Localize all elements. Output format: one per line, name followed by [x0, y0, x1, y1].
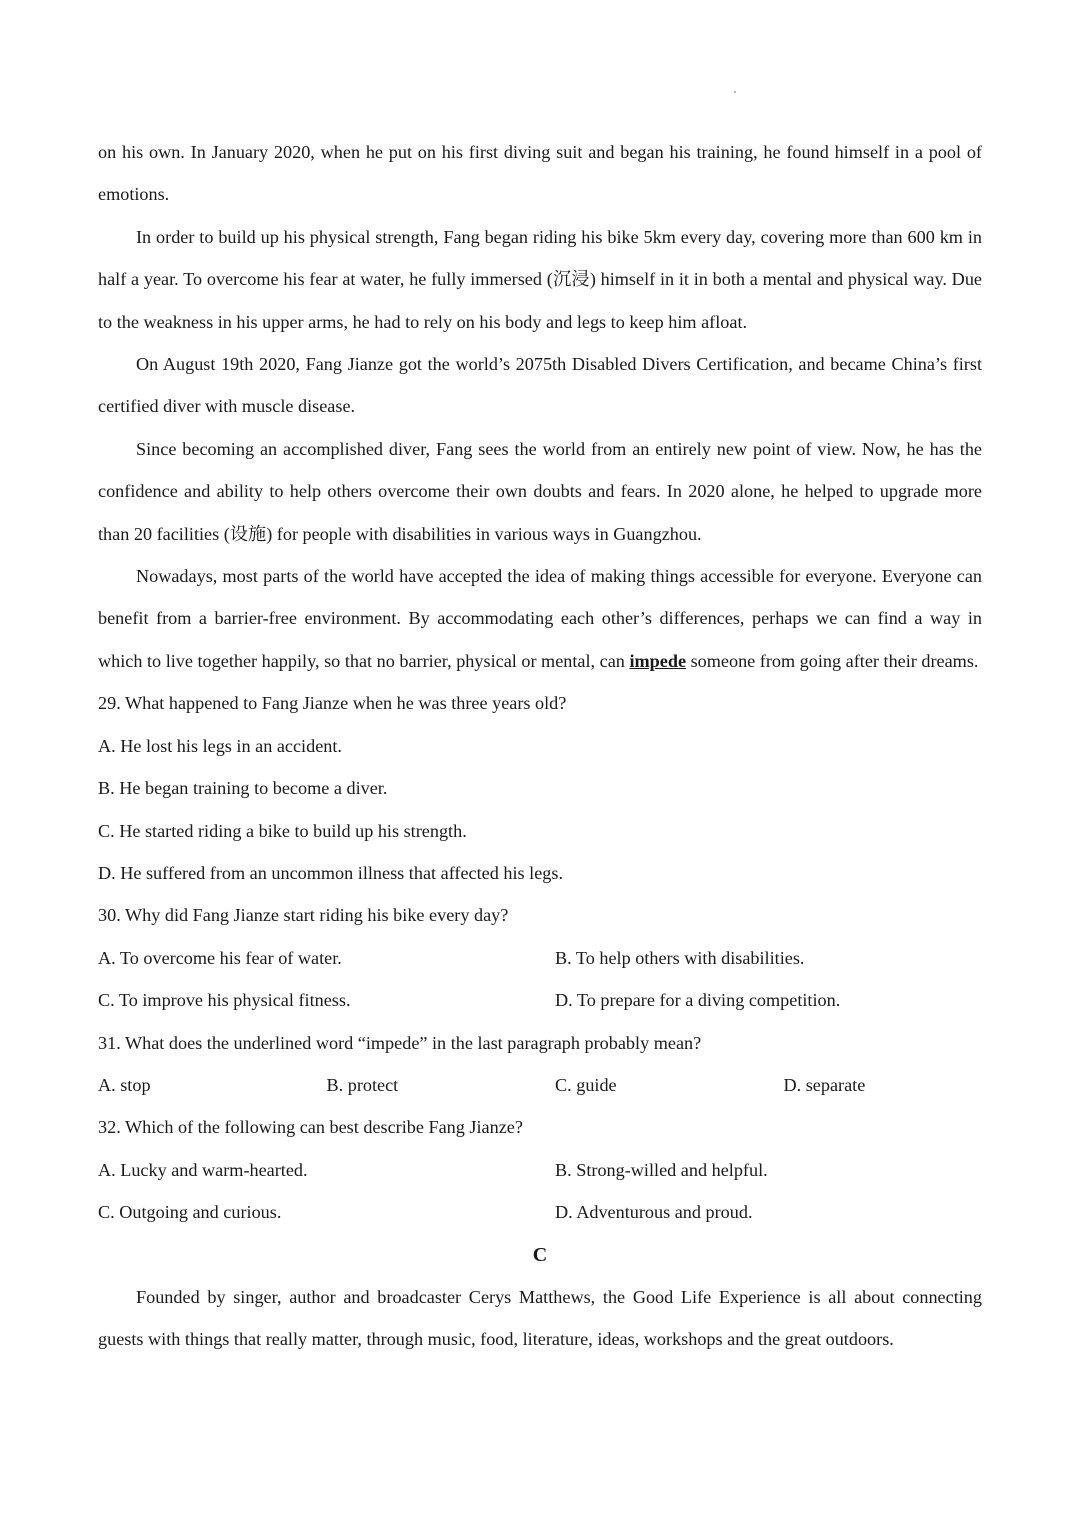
question-30-option-a: A. To overcome his fear of water.	[98, 947, 342, 968]
passage-paragraph-2: In order to build up his physical strength, Fang began riding his bike 5km every day, covering more than 600 km in half a year. To overcome his fear at water, he fully immersed (沉浸) himself in it in both a mental and physical way. Due to the weakness in his upper arms, he had to rely on his body and legs to keep him afloat.	[98, 226, 982, 332]
question-32-stem: 32. Which of the following can best describe Fang Jianze?	[98, 1117, 523, 1138]
passage-paragraph-5	[98, 555, 982, 682]
question-30-options-row-2	[98, 979, 982, 1021]
question-29-option-a: A. He lost his legs in an accident.	[98, 735, 342, 756]
question-29-option-c: C. He started riding a bike to build up his strength.	[98, 820, 467, 841]
question-31-option-a: A. stop	[98, 1074, 151, 1095]
question-30-option-b: B. To help others with disabilities.	[555, 947, 805, 968]
question-29-stem: 29. What happened to Fang Jianze when he was three years old?	[98, 693, 567, 714]
question-32-option-c: C. Outgoing and curious.	[98, 1202, 282, 1223]
section-c-paragraph-1: Founded by singer, author and broadcaster Cerys Matthews, the Good Life Experience is all about connecting guests with things that really matter, through music, food, literature, ideas, workshops and the great outdoors.	[98, 1286, 982, 1350]
question-30-stem: 30. Why did Fang Jianze start riding his bike every day?	[98, 905, 509, 926]
section-c-title: C	[532, 1243, 548, 1266]
underlined-word-impede: impede	[629, 650, 687, 671]
question-32-option-a: A. Lucky and warm-hearted.	[98, 1159, 308, 1180]
question-29-option-d: D. He suffered from an uncommon illness that affected his legs.	[98, 862, 564, 883]
question-31-option-d: D. separate	[783, 1074, 866, 1095]
question-31-option-b: B. protect	[326, 1074, 399, 1095]
paragraph-5-text-after: someone from going after their dreams.	[686, 650, 979, 671]
passage-paragraph-4: Since becoming an accomplished diver, Fang sees the world from an entirely new point of view. Now, he has the confidence and ability to help others overcome their own doubts and fears. In 2020 alone, he helped to upgrade more than 20 facilities (设施) for people with disabilities in various ways in Guangzhou.	[98, 438, 982, 544]
passage-paragraph-1: on his own. In January 2020, when he put on his first diving suit and began his training, he found himself in a pool of emotions.	[98, 142, 982, 205]
question-31-stem: 31. What does the underlined word “impede” in the last paragraph probably mean?	[98, 1032, 702, 1053]
question-29-option-b: B. He began training to become a diver.	[98, 778, 388, 799]
scan-speck	[734, 91, 736, 93]
passage-paragraph-3: On August 19th 2020, Fang Jianze got the world’s 2075th Disabled Divers Certification, and became China’s first certified diver with muscle disease.	[98, 354, 982, 417]
question-31-option-c: C. guide	[555, 1074, 617, 1095]
question-30-option-d: D. To prepare for a diving competition.	[555, 990, 841, 1011]
question-32-option-d: D. Adventurous and proud.	[555, 1202, 753, 1223]
document-page	[98, 131, 982, 1361]
question-32-option-b: B. Strong-willed and helpful.	[555, 1159, 768, 1180]
question-32-options-row-1	[98, 1149, 982, 1191]
question-32-options-row-2	[98, 1191, 982, 1233]
paragraph-5-text-before: Nowadays, most parts of the world have accepted the idea of making things accessible for everyone. Everyone can benefit from a barrier-free environment. By accommodating each other’s differences, perhaps we can find a way in which to live together happily, so that no barrier, physical or mental, can	[98, 566, 982, 671]
question-30-option-c: C. To improve his physical fitness.	[98, 990, 351, 1011]
question-30-options-row-1	[98, 937, 982, 979]
question-31-options-row	[98, 1064, 982, 1106]
